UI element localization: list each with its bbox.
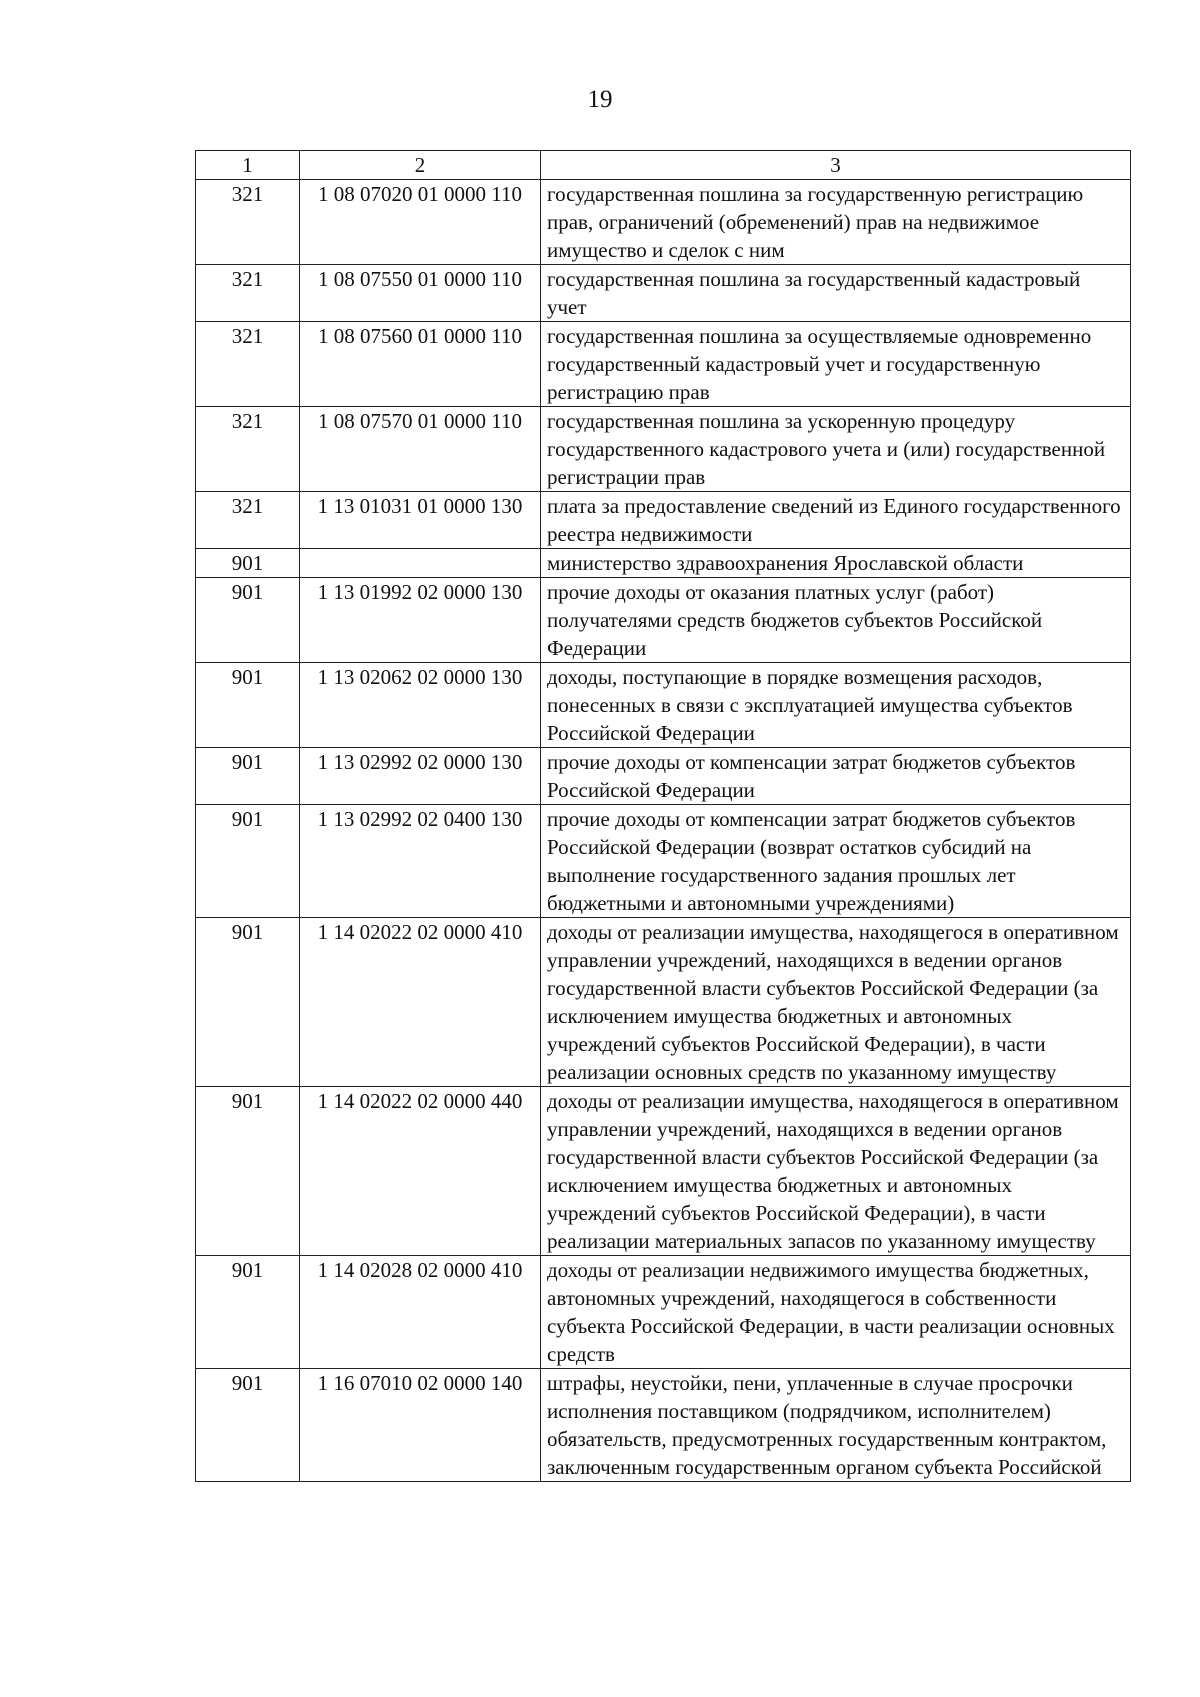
column-header-2: 2 bbox=[300, 151, 541, 180]
table-row bbox=[196, 407, 1131, 492]
revenue-name-cell: плата за предоставление сведений из Единого государственного реестра недвижимости bbox=[541, 492, 1131, 549]
revenue-name-cell: прочие доходы от компенсации затрат бюджетов субъектов Российской Федерации (возврат остатков субсидий на выполнение государственного задания прошлых лет бюджетными и автономными учреждениями) bbox=[541, 805, 1131, 918]
table-row bbox=[196, 578, 1131, 663]
admin-code-cell: 901 bbox=[196, 805, 300, 918]
table-row bbox=[196, 663, 1131, 748]
admin-code-cell: 901 bbox=[196, 918, 300, 1087]
table-body bbox=[196, 180, 1131, 1482]
admin-code-cell: 901 bbox=[196, 549, 300, 578]
revenue-code-cell: 1 13 01031 01 0000 130 bbox=[300, 492, 541, 549]
table-row bbox=[196, 265, 1131, 322]
revenue-code-cell: 1 13 02062 02 0000 130 bbox=[300, 663, 541, 748]
admin-code-cell: 321 bbox=[196, 407, 300, 492]
table-row bbox=[196, 549, 1131, 578]
table-row bbox=[196, 918, 1131, 1087]
table-row bbox=[196, 748, 1131, 805]
revenue-code-cell: 1 14 02028 02 0000 410 bbox=[300, 1256, 541, 1369]
revenue-name-cell: государственная пошлина за осуществляемые одновременно государственный кадастровый учет и государственную регистрацию прав bbox=[541, 322, 1131, 407]
revenue-code-cell: 1 16 07010 02 0000 140 bbox=[300, 1369, 541, 1482]
table-row bbox=[196, 805, 1131, 918]
revenue-code-cell: 1 08 07570 01 0000 110 bbox=[300, 407, 541, 492]
revenue-name-cell: государственная пошлина за государственный кадастровый учет bbox=[541, 265, 1131, 322]
table-row bbox=[196, 322, 1131, 407]
admin-code-cell: 901 bbox=[196, 1369, 300, 1482]
table-header-row bbox=[196, 151, 1131, 180]
revenue-code-cell: 1 13 02992 02 0000 130 bbox=[300, 748, 541, 805]
revenue-code-cell: 1 14 02022 02 0000 410 bbox=[300, 918, 541, 1087]
admin-code-cell: 901 bbox=[196, 1087, 300, 1256]
table-row bbox=[196, 180, 1131, 265]
table-row bbox=[196, 1369, 1131, 1482]
table-row bbox=[196, 492, 1131, 549]
revenue-code-cell: 1 13 02992 02 0400 130 bbox=[300, 805, 541, 918]
table-header bbox=[196, 151, 1131, 180]
revenue-name-cell: доходы от реализации недвижимого имущества бюджетных, автономных учреждений, находящегося в собственности субъекта Российской Федерации, в части реализации основных средств bbox=[541, 1256, 1131, 1369]
admin-code-cell: 321 bbox=[196, 492, 300, 549]
column-header-3: 3 bbox=[541, 151, 1131, 180]
revenue-code-cell: 1 08 07020 01 0000 110 bbox=[300, 180, 541, 265]
admin-code-cell: 901 bbox=[196, 748, 300, 805]
revenue-code-cell bbox=[300, 549, 541, 578]
table-row bbox=[196, 1087, 1131, 1256]
revenue-code-cell: 1 13 01992 02 0000 130 bbox=[300, 578, 541, 663]
column-header-1: 1 bbox=[196, 151, 300, 180]
revenue-name-cell: прочие доходы от компенсации затрат бюджетов субъектов Российской Федерации bbox=[541, 748, 1131, 805]
admin-code-cell: 321 bbox=[196, 322, 300, 407]
revenue-code-cell: 1 08 07560 01 0000 110 bbox=[300, 322, 541, 407]
revenue-code-cell: 1 14 02022 02 0000 440 bbox=[300, 1087, 541, 1256]
revenue-name-cell: министерство здравоохранения Ярославской области bbox=[541, 549, 1131, 578]
revenue-name-cell: доходы, поступающие в порядке возмещения расходов, понесенных в связи с эксплуатацией имущества субъектов Российской Федерации bbox=[541, 663, 1131, 748]
table-row bbox=[196, 1256, 1131, 1369]
revenue-name-cell: доходы от реализации имущества, находящегося в оперативном управлении учреждений, находящихся в ведении органов государственной власти субъектов Российской Федерации (за исключением имущества бюджетных и автономных учреждений субъектов Российской Федерации), в части реализации материальных запасов по указанному имуществу bbox=[541, 1087, 1131, 1256]
revenue-name-cell: прочие доходы от оказания платных услуг (работ) получателями средств бюджетов субъектов Российской Федерации bbox=[541, 578, 1131, 663]
page-number: 19 bbox=[587, 86, 613, 113]
revenue-name-cell: доходы от реализации имущества, находящегося в оперативном управлении учреждений, находящихся в ведении органов государственной власти субъектов Российской Федерации (за исключением имущества бюджетных и автономных учреждений субъектов Российской Федерации), в части реализации основных средств по указанному имуществу bbox=[541, 918, 1131, 1087]
admin-code-cell: 321 bbox=[196, 180, 300, 265]
admin-code-cell: 321 bbox=[196, 265, 300, 322]
admin-code-cell: 901 bbox=[196, 578, 300, 663]
admin-code-cell: 901 bbox=[196, 663, 300, 748]
revenue-code-cell: 1 08 07550 01 0000 110 bbox=[300, 265, 541, 322]
admin-code-cell: 901 bbox=[196, 1256, 300, 1369]
revenue-name-cell: государственная пошлина за ускоренную процедуру государственного кадастрового учета и (или) государственной регистрации прав bbox=[541, 407, 1131, 492]
revenue-name-cell: государственная пошлина за государственную регистрацию прав, ограничений (обременений) прав на недвижимое имущество и сделок с ним bbox=[541, 180, 1131, 265]
revenue-codes-table bbox=[195, 150, 1131, 1482]
revenue-name-cell: штрафы, неустойки, пени, уплаченные в случае просрочки исполнения поставщиком (подрядчиком, исполнителем) обязательств, предусмотренных государственным контрактом, заключенным государственным органом субъекта Российской bbox=[541, 1369, 1131, 1482]
